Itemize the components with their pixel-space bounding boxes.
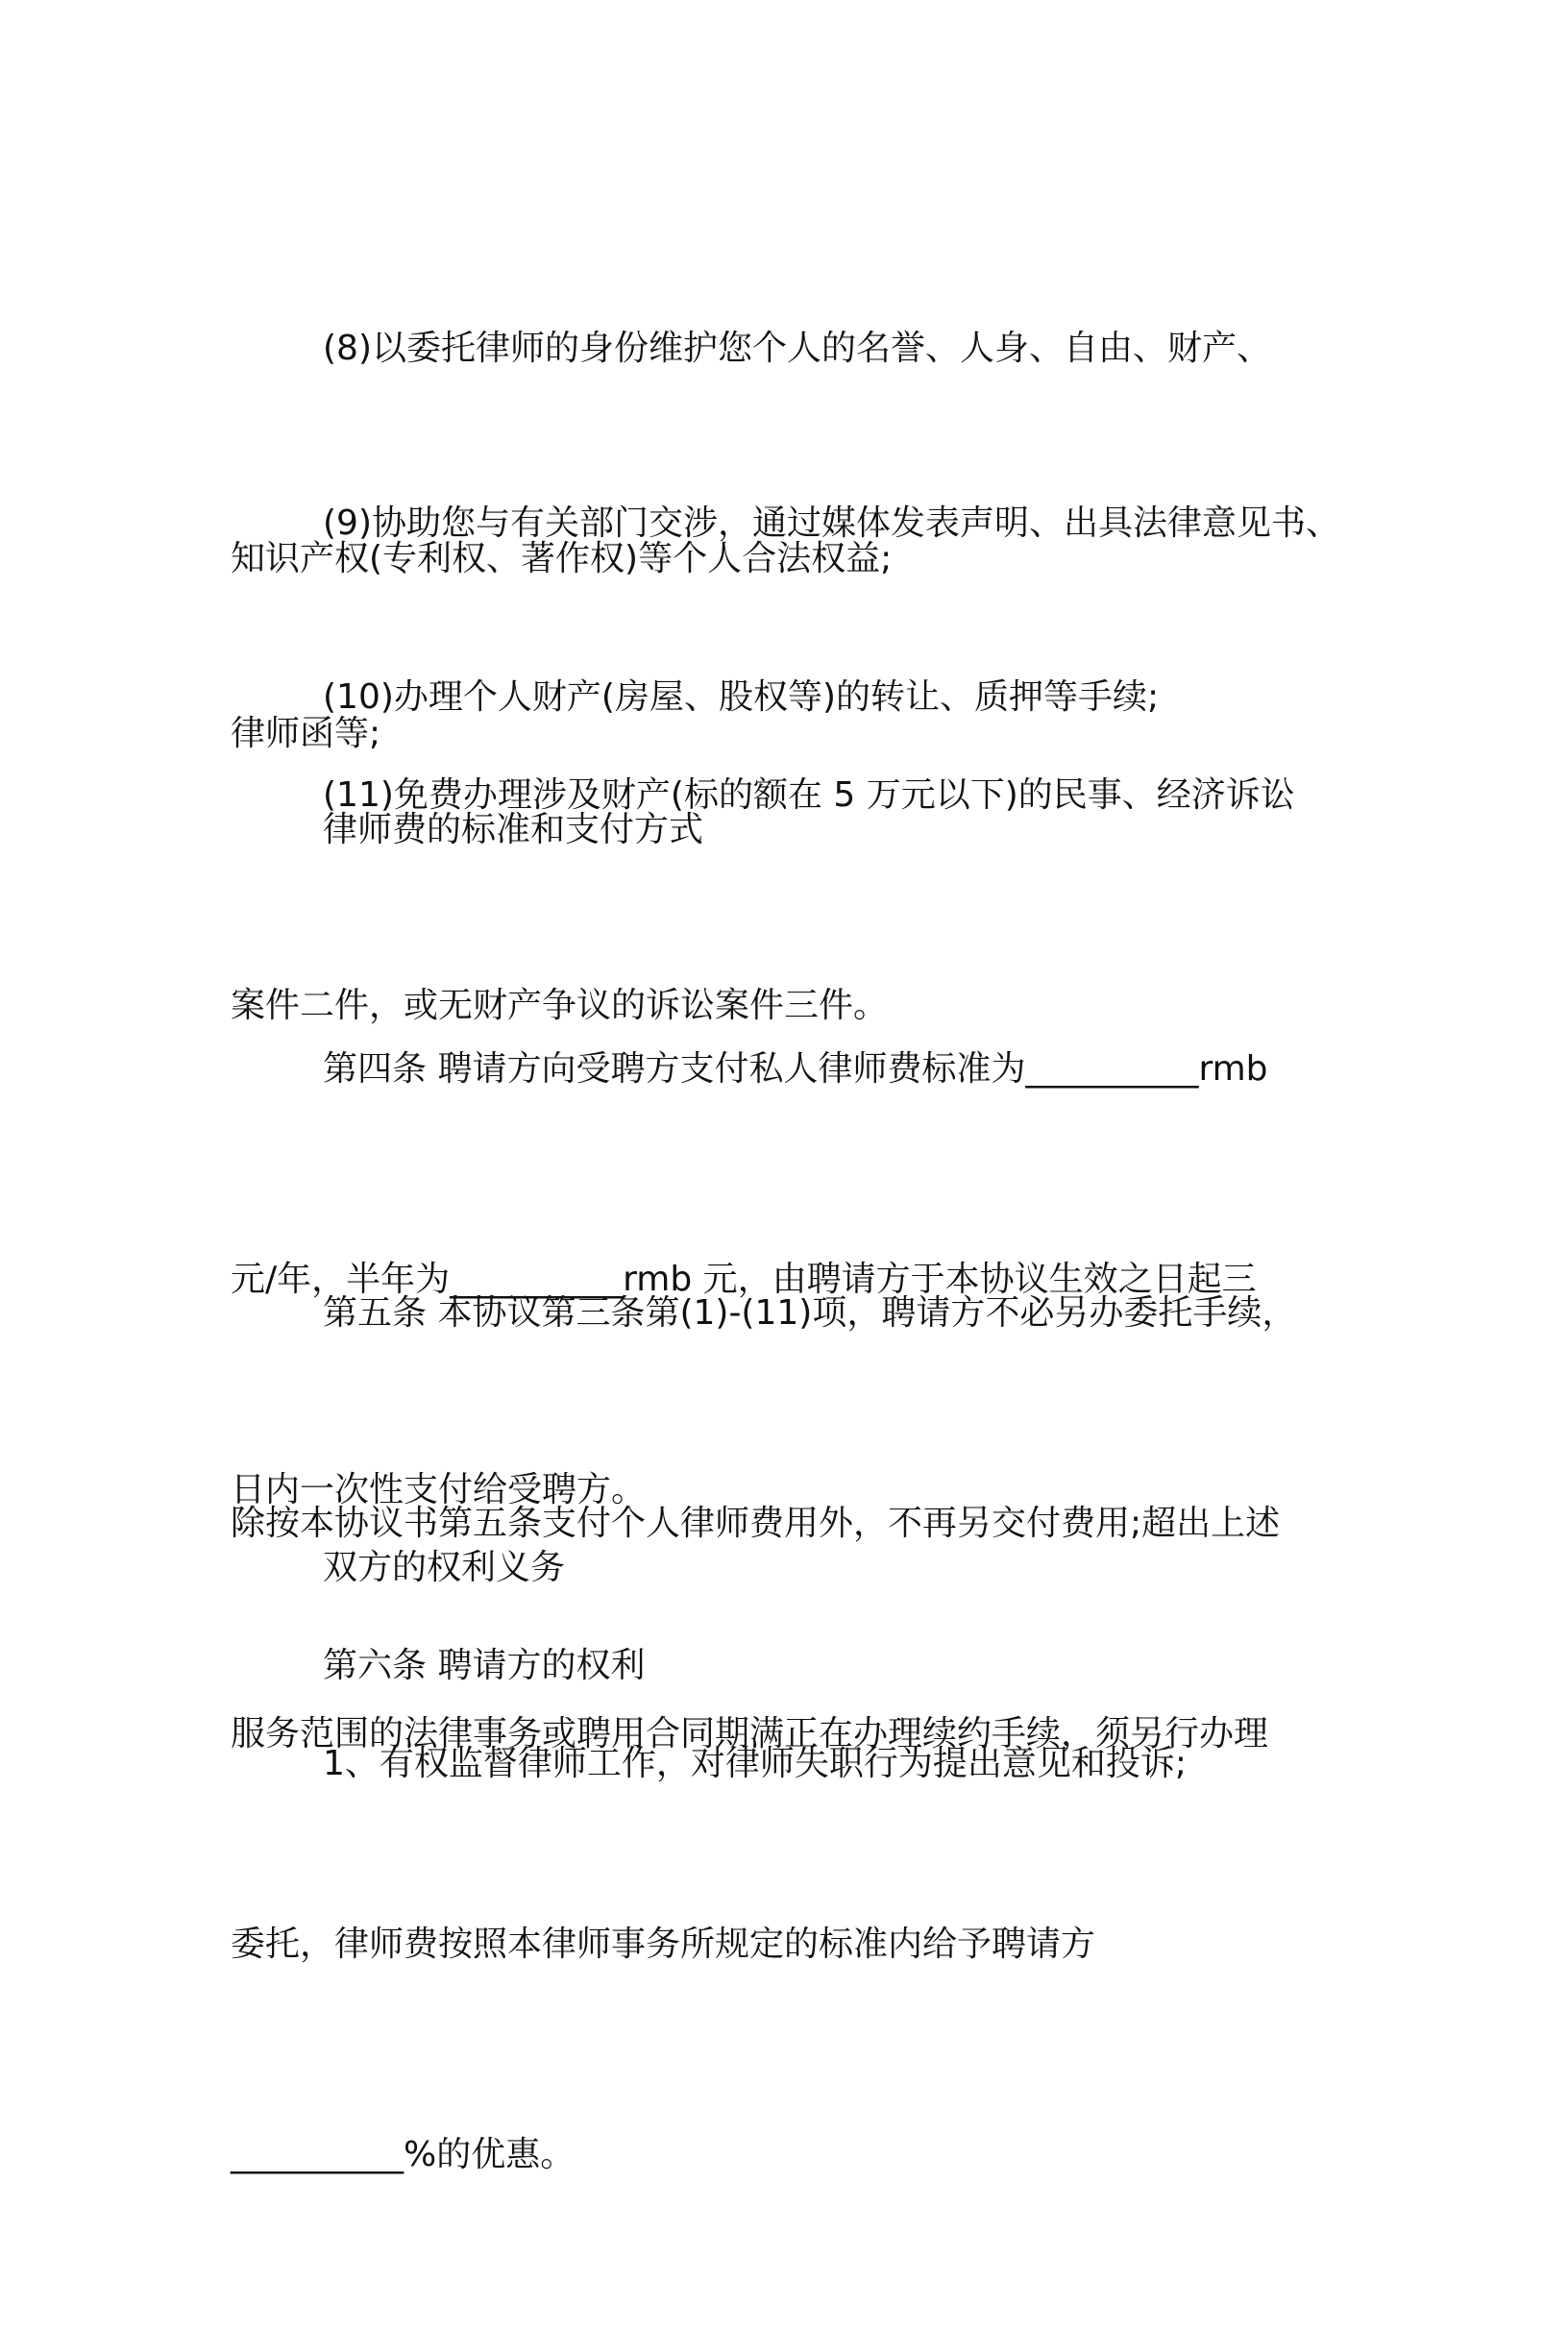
text-line: (10)办理个人财产(房屋、股权等)的转让、质押等手续; [323, 677, 1160, 717]
text-line: 知识产权(专利权、著作权)等个人合法权益; [231, 539, 893, 578]
text-line: 第四条 聘请方向受聘方支付私人律师费标准为__________rmb [323, 1049, 1268, 1089]
text-line: (11)免费办理涉及财产(标的额在 5 万元以下)的民事、经济诉讼 [323, 775, 1295, 815]
text-line: 元/年，半年为__________rmb 元，由聘请方于本协议生效之日起三 [231, 1260, 1257, 1299]
text-line: __________%的优惠。 [231, 2135, 576, 2174]
text-line: (8)以委托律师的身份维护您个人的名誉、人身、自由、财产、 [323, 329, 1271, 368]
text-line: (9)协助您与有关部门交涉，通过媒体发表声明、出具法律意见书、 [323, 503, 1340, 543]
text-line: 日内一次性支付给受聘方。 [231, 1470, 647, 1509]
section-heading-fee: 律师费的标准和支付方式 [323, 810, 704, 849]
text-line: 律师函等; [231, 714, 381, 753]
text-line: 案件二件，或无财产争议的诉讼案件三件。 [231, 986, 889, 1025]
paragraph-right-1: 1、有权监督律师工作，对律师失职行为提出意见和投诉; [323, 1744, 1188, 1783]
section-heading-rights: 双方的权利义务 [323, 1548, 566, 1587]
text-line: 除按本协议书第五条支付个人律师费用外，不再另交付费用;超出上述 [231, 1504, 1281, 1543]
text-line: 委托，律师费按照本律师事务所规定的标准内给予聘请方 [231, 1925, 1096, 1964]
text-line: 服务范围的法律事务或聘用合同期满正在办理续约手续，须另行办理 [231, 1714, 1269, 1754]
text-line: 第五条 本协议第三条第(1)-(11)项，聘请方不必另办委托手续， [323, 1293, 1297, 1333]
article-6-heading: 第六条 聘请方的权利 [323, 1646, 646, 1685]
